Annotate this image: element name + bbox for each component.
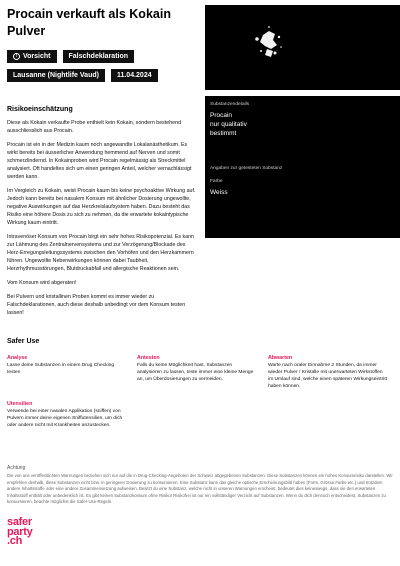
tip-antesten [137, 355, 257, 383]
tip-utensilien [7, 401, 127, 429]
substances-value [210, 111, 395, 138]
disclaimer-text: Die von uns veröffentlichten Warnungen beziehen sich nur auf die in Drug-Checking-Angeboten der Schweiz abgegebenen Substanzen. Diese Substanzen können ein hohes Konsumrisiko darstellen. Wir empfehlen deshalb, diese Substanzen nicht bzw. in geringerer Dosierung zu konsumieren. Eine Substanz kann das gleiche optische Erscheinungsbild haben (Form, Grösse,Farbe etc.) und trotzdem andere Inhaltsstoffe oder eine andere Zusammensetzung aufweisen. Besitzt du eine Substanz, welche nicht in unseren Warnungen erscheint, bedeutet dies keineswegs, dass sie den erwarteten Inhaltsstoff enthält oder unbedenklich ist. Es gibt keinen Substanzkonsum ohne Risiko! Risikofrei ist nur ein vollständiger Verzicht auf Substanzen. Wenn du dich dennoch entscheidest, Substanzen zu konsumieren, beachte möglichst die Safer-Use-Regeln. [7, 473, 393, 504]
tip-title: Antesten [137, 355, 160, 361]
logo-line: party [7, 525, 33, 538]
location-badge-label: Lausanne (Nightlife Vaud) [13, 72, 99, 79]
logo-line: safer [7, 516, 32, 528]
date-badge [111, 69, 158, 82]
risk-assessment [7, 106, 199, 323]
risk-paragraph: Bei Pulvern und kristallinen Proben kommt es immer wieder zu Falschdeklarationen, auch diese deshalb unbedingt vor dem Konsum testen lassen! [7, 294, 186, 316]
type-badge [63, 50, 135, 63]
stated-substance-label: Angaben zur getesteten Substanz [210, 166, 283, 171]
badge-group [7, 50, 202, 88]
tip-title: Analyse [7, 355, 28, 361]
date-badge-label: 11.04.2024 [116, 72, 152, 79]
substances-label: Substanzendetails [210, 102, 250, 107]
tip-text: Falls du keine Möglichkeit hast, Substanzen analysieren zu lassen, teste immer eine kleine Menge an, um Überdosierungen zu vermeiden. [137, 363, 254, 382]
tip-text: Lasse deine Substanzen in einem Drug Checking testen [7, 363, 115, 375]
warning-badge-label: Vorsicht [23, 53, 51, 60]
substance-name: Procain [210, 112, 233, 119]
risk-paragraph: Vom Konsum wird abgeraten! [7, 280, 77, 286]
logo-line: .ch [7, 535, 22, 547]
tip-text: Verwende bei einer nasalen Applikation (sniffen) von Pulvern immer deine eigenen Sniffutensilien, um dich oder andere nicht mit Krankheiten anzustecken. [7, 409, 123, 428]
color-label: Farbe [210, 179, 223, 184]
powder-image [205, 5, 400, 90]
safer-use-heading: Safer Use [7, 338, 40, 345]
risk-paragraph: Im Vergleich zu Kokain, weist Procain kaum bis keine psychoaktive Wirkung auf. Jedoch kann bereits bei nasalem Konsum mit ähnlicher Dosierung ungewollte, negative Auswirkungen auf das Herzkreislaufsystem haben. Dazu besteht das Risiko eine höhere Dosis zu sich zu nehmen, da die erwartete kokaintypische Wirkung kaum eintritt. [7, 188, 196, 226]
tip-title: Abwarten [268, 355, 293, 361]
substance-method: bestimmt [210, 130, 237, 137]
page-title: Procain verkauft als Kokain Pulver [7, 7, 171, 38]
risk-heading: Risikoeinschätzung [7, 106, 73, 113]
tip-abwarten [268, 355, 388, 390]
risk-paragraph: Procain ist ein in der Medizin kaum noch angewandte Lokalanästhetikum. Es wirkt bereits bei äusserlicher Anwendung hemmend auf Nerven und somit schmerzlindernd. In Kokainproben wird Procain regelmässig als Streckmittel analysiert. Oft handeltes sich um einen geringen Anteil, welcher vernachlässigt werden kann. [7, 142, 192, 180]
disclaimer-heading: Achtung [7, 465, 26, 471]
risk-paragraph: Diese als Kokain verkaufte Probe enthielt kein Kokain, sondern bestehend ausschliesslich aus Procain. [7, 120, 182, 134]
substance-photo [205, 5, 400, 90]
tip-title: Utensilien [7, 401, 33, 407]
tip-text: Warte nach oraler Einnahme 2 Stunden, da immer wieder Pulver / Kristalle mit unerwarteten Wirkstoffen im Umlauf sind, welche einen späteren Wirkungseintritt haben können. [268, 363, 388, 389]
warning-badge [7, 50, 57, 63]
risk-paragraph: Intravenöser Konsum von Procain birgt ein sehr hohes Risikopotenzial. Es kann zur Lähmung des Zentralnervensystems und zur Verzögerung/Blockade des Herz-Erregungsleitungssystems zwischen den Vorhöfen und den Herzkammern führen. Ungewollte Nebenwirkungen können dabei Taubheit, Herzrhythmusstörungen, Blutdruckabfall und allergische Reaktionen sein. [7, 234, 194, 272]
type-badge-label: Falschdeklaration [68, 53, 129, 60]
location-badge [7, 69, 105, 82]
color-value: Weiss [210, 189, 228, 196]
substance-details-panel [205, 96, 400, 238]
substance-quantification: nur qualitativ [210, 121, 247, 128]
tip-analyse [7, 355, 127, 376]
warning-icon: ! [13, 53, 20, 60]
disclaimer [7, 465, 393, 506]
saferparty-logo[interactable] [7, 518, 57, 547]
